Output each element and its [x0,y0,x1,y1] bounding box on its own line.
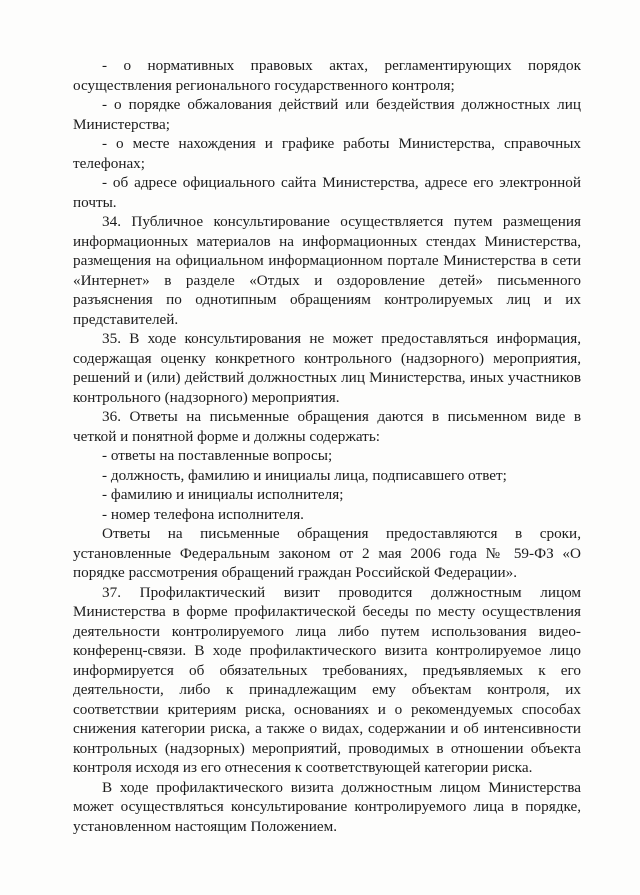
document-body [73,56,581,836]
paragraph-35-consulting-limits: 35. В ходе консультирования не может предоставляться информация, содержащая оценку конкретного контрольного (надзорного) мероприятия, решений и (или) действий должностных лиц Министерства, иных участников контрольного (надзорного) мероприятия. [73,330,581,406]
paragraph-36-written-answers: 36. Ответы на письменные обращения даются в письменном виде в четкой и понятной форме и должны содержать: [73,408,581,445]
paragraph-regulatory-acts: - о нормативных правовых актах, регламентирующих порядок осуществления регионального государственного контроля; [73,57,581,94]
list-item-executor-name: - фамилию и инициалы исполнителя; [102,486,344,503]
list-item-executor-phone: - номер телефона исполнителя. [102,505,304,523]
list-item-signer: - должность, фамилию и инициалы лица, подписавшего ответ; [102,466,507,484]
paragraph-34-public-consulting: 34. Публичное консультирование осуществляется путем размещения информационных материалов на информационных стендах Министерства, размещения на официальном информационном портале Министерства в сети «Интернет» в разделе «Отдых и оздоровление детей» письменного разъяснения по однотипным обращениям контролируемых лиц и их представителей. [73,213,581,328]
paragraph-37-preventive-visit: 37. Профилактический визит проводится должностным лицом Министерства в форме профилактической беседы по месту осуществления деятельности контролируемого лица либо путем использования видео-конференц-связи. В ходе профилактического визита контролируемое лицо информируется об обязательных требованиях, предъявляемых к его деятельности, либо к принадлежащим ему объектам контроля, их соответствии критериям риска, основаниях и о рекомендуемых способах снижения категории риска, а также о видах, содержании и об интенсивности контрольных (надзорных) мероприятий, проводимых в отношении объекта контроля исходя из его отнесения к соответствующей категории риска. [73,583,581,776]
paragraph-location-schedule: - о месте нахождения и графике работы Министерства, справочных телефонах; [73,135,581,172]
list-item-answers: - ответы на поставленные вопросы; [102,447,333,464]
paragraph-website-email: - об адресе официального сайта Министерства, адресе его электронной почты. [73,174,581,211]
paragraph-answer-deadlines: Ответы на письменные обращения предоставляются в сроки, установленные Федеральным законом от 2 мая 2006 года № 59-ФЗ «О порядке рассмотрения обращений граждан Российской Федерации». [73,525,581,581]
paragraph-appeal-procedure: - о порядке обжалования действий или бездействия должностных лиц Министерства; [73,96,581,133]
paragraph-visit-consulting: В ходе профилактического визита должностным лицом Министерства может осуществляться консультирование контролируемого лица в порядке, установленном настоящим Положением. [73,778,581,835]
